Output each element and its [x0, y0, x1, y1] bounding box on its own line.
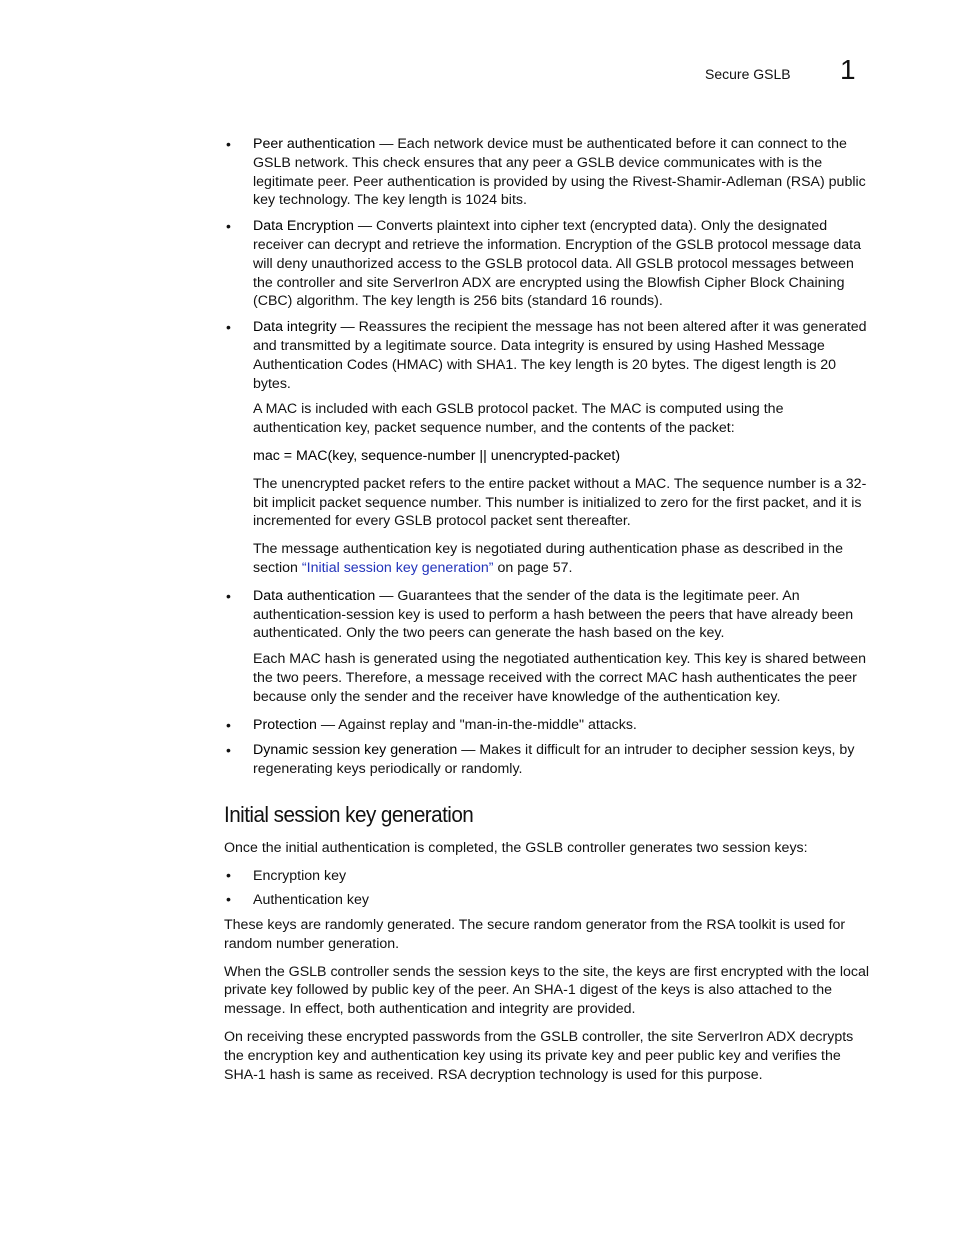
bullet-peer-authentication — [224, 135, 870, 210]
bullet-data-integrity — [224, 318, 870, 393]
page-body — [224, 135, 870, 1093]
header-section-title: Secure GSLB — [705, 66, 791, 82]
bullet-dot: • — [226, 587, 231, 604]
section-paragraph: When the GSLB controller sends the session keys to the site, the keys are first encrypted with the local private key followed by public key of the peer. An SHA-1 digest of the keys is also attached to the message. In effect, both authentication and integrity are provided. — [224, 963, 870, 1018]
auth-key-page-ref: on page 57. — [493, 559, 573, 576]
bullet-text: — Converts plaintext into cipher text (encrypted data). Only the designated receiver can decrypt and retrieve the information. Encryption of the GSLB protocol message data will deny unauthorized access to the GSLB protocol data. All GSLB protocol messages between the controller and site ServerIron ADX are encrypted using the Blowfish Cipher Block Chaining (CBC) algorithm. The key length is 256 bits (standard 16 rounds). — [253, 218, 862, 310]
key-list-item — [224, 867, 870, 886]
key-name: Encryption key — [253, 867, 347, 884]
key-name: Authentication key — [253, 892, 369, 909]
unencrypted-packet-description: The unencrypted packet refers to the entire packet without a MAC. The sequence number is a 32-bit implicit packet sequence number. This number is initialized to zero for the first packet, and it is incremented for every GSLB protocol packet sent thereafter. — [253, 475, 867, 530]
bullet-term: Dynamic session key generation — [253, 742, 458, 759]
mac-hash-description: Each MAC hash is generated using the negotiated authentication key. This key is shared between the two peers. Therefore, a message received with the correct MAC hash authenticates the peer because only the sender and the receiver have knowledge of the authentication key. — [253, 651, 867, 705]
section-paragraph: These keys are randomly generated. The secure random generator from the RSA toolkit is used for random number generation. — [224, 917, 846, 952]
bullet-text: — Each network device must be authenticated before it can connect to the GSLB network. This check ensures that any peer a GSLB device communicates with is the legitimate peer. Peer authentication is provided by using the Rivest-Shamir-Adleman (RSA) public key technology. The key length is 1024 bits. — [253, 136, 866, 209]
bullet-text: — Makes it difficult for an intruder to decipher session keys, by regenerating keys periodically or randomly. — [253, 742, 855, 778]
auth-key-negotiation — [253, 540, 870, 578]
bullet-dot: • — [226, 892, 231, 909]
bullet-data-authentication — [224, 587, 870, 643]
bullet-dot: • — [226, 716, 231, 733]
section-paragraph: On receiving these encrypted passwords from the GSLB controller, the site ServerIron ADX decrypts the encryption key and authentication key using its private key and peer public key and verifies the SHA-1 hash is same as received. RSA decryption technology is used for this purpose. — [224, 1029, 854, 1083]
bullet-term: Data Encryption — [253, 218, 354, 235]
mac-formula: mac = MAC(key, sequence-number || unencrypted-packet) — [253, 447, 621, 464]
bullet-text: — Against replay and "man-in-the-middle" attacks. — [316, 716, 637, 733]
bullet-dot: • — [226, 867, 231, 884]
bullet-dot: • — [226, 136, 231, 152]
section-intro: Once the initial authentication is completed, the GSLB controller generates two session keys: — [224, 839, 808, 856]
bullet-text: — Guarantees that the sender of the data is the legitimate peer. An authentication-session key is used to perform a hash between the peers that have already been authenticated. Only the two peers can generate the hash based on the key. — [253, 587, 854, 642]
bullet-term: Data authentication — [253, 587, 376, 604]
bullet-data-encryption — [224, 217, 870, 311]
mac-description: A MAC is included with each GSLB protocol packet. The MAC is computed using the authentication key, packet sequence number, and the contents of the packet: — [253, 401, 784, 437]
bullet-protection — [224, 716, 870, 735]
key-list-item — [224, 891, 870, 910]
bullet-dot: • — [226, 319, 231, 336]
auth-key-text: The message authentication key is negotiated during authentication phase as described in the section — [253, 541, 843, 576]
bullet-text: — Reassures the recipient the message has not been altered after it was generated and transmitted by a legitimate source. Data integrity is ensured by using Hashed Message Authentication Codes (HMAC) with SHA1. The key length is 20 bytes. The digest length is 20 bytes. — [253, 319, 867, 392]
bullet-term: Protection — [253, 716, 317, 733]
bullet-term: Peer authentication — [253, 136, 376, 152]
chapter-number: 1 — [840, 54, 856, 85]
section-heading: Initial session key generation — [224, 801, 474, 827]
bullet-dot: • — [226, 742, 231, 759]
cross-reference-link[interactable]: “Initial session key generation” — [301, 559, 494, 576]
bullet-dot: • — [226, 218, 231, 235]
bullet-dynamic-session-key — [224, 741, 870, 779]
bullet-term: Data integrity — [253, 319, 337, 336]
